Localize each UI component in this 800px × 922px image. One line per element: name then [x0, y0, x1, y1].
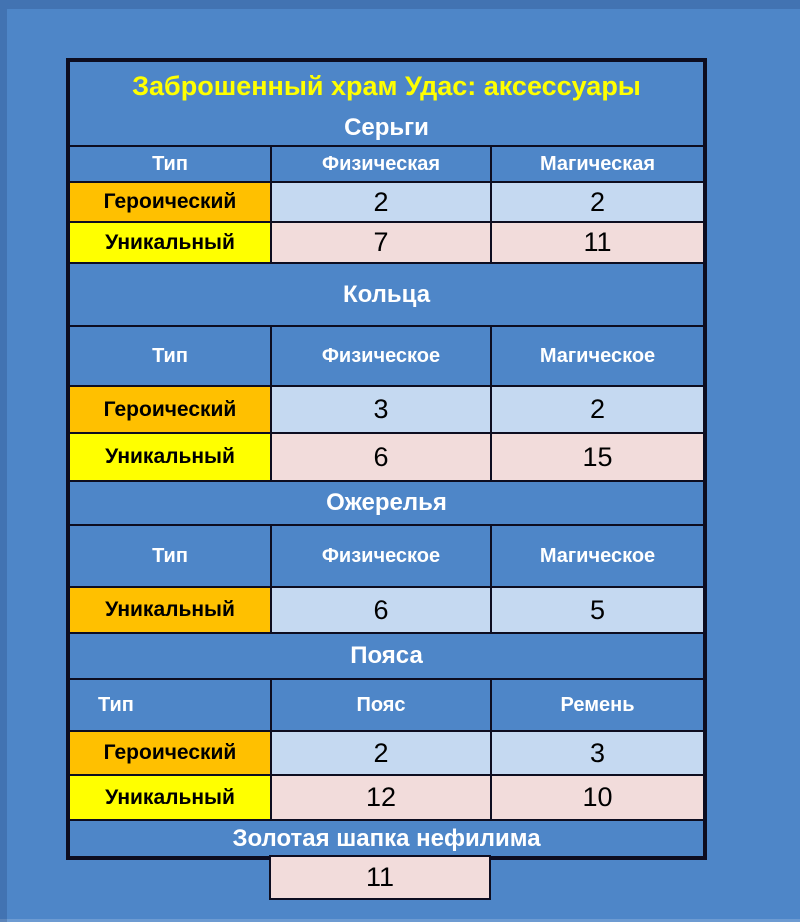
row-label-cell: Героический — [69, 731, 271, 775]
value-cell: 2 — [271, 182, 491, 222]
value-cell: 6 — [271, 433, 491, 481]
section-header-rings: Кольца — [69, 263, 704, 326]
column-header: Тип — [69, 679, 271, 731]
value-cell: 2 — [271, 731, 491, 775]
row-label-cell: Уникальный — [69, 222, 271, 263]
row-label-cell: Уникальный — [69, 587, 271, 633]
section-header-earrings: Серьги — [69, 111, 704, 146]
value-cell: 11 — [491, 222, 704, 263]
golden-cap-value-cell: 11 — [269, 855, 491, 900]
section-header-necklaces: Ожерелья — [69, 481, 704, 525]
table-title: Заброшенный храм Удас: аксессуары — [69, 61, 704, 111]
column-header: Физическая — [271, 146, 491, 182]
column-header: Ремень — [491, 679, 704, 731]
value-cell: 12 — [271, 775, 491, 820]
section-header-belts: Пояса — [69, 633, 704, 679]
column-header: Магическая — [491, 146, 704, 182]
value-cell: 10 — [491, 775, 704, 820]
column-header: Тип — [69, 146, 271, 182]
value-cell: 3 — [491, 731, 704, 775]
accessories-table — [68, 60, 705, 858]
column-header: Физическое — [271, 525, 491, 587]
column-header: Магическое — [491, 525, 704, 587]
column-header: Тип — [69, 326, 271, 386]
section-header-golden-cap: Золотая шапка нефилима — [69, 820, 704, 857]
value-cell: 3 — [271, 386, 491, 433]
value-cell: 2 — [491, 182, 704, 222]
value-cell: 2 — [491, 386, 704, 433]
value-cell: 5 — [491, 587, 704, 633]
column-header: Тип — [69, 525, 271, 587]
row-label-cell: Героический — [69, 386, 271, 433]
column-header: Магическое — [491, 326, 704, 386]
row-label-cell: Уникальный — [69, 433, 271, 481]
column-header: Физическое — [271, 326, 491, 386]
value-cell: 7 — [271, 222, 491, 263]
value-cell: 15 — [491, 433, 704, 481]
column-header: Пояс — [271, 679, 491, 731]
value-cell: 6 — [271, 587, 491, 633]
row-label-cell: Героический — [69, 182, 271, 222]
row-label-cell: Уникальный — [69, 775, 271, 820]
